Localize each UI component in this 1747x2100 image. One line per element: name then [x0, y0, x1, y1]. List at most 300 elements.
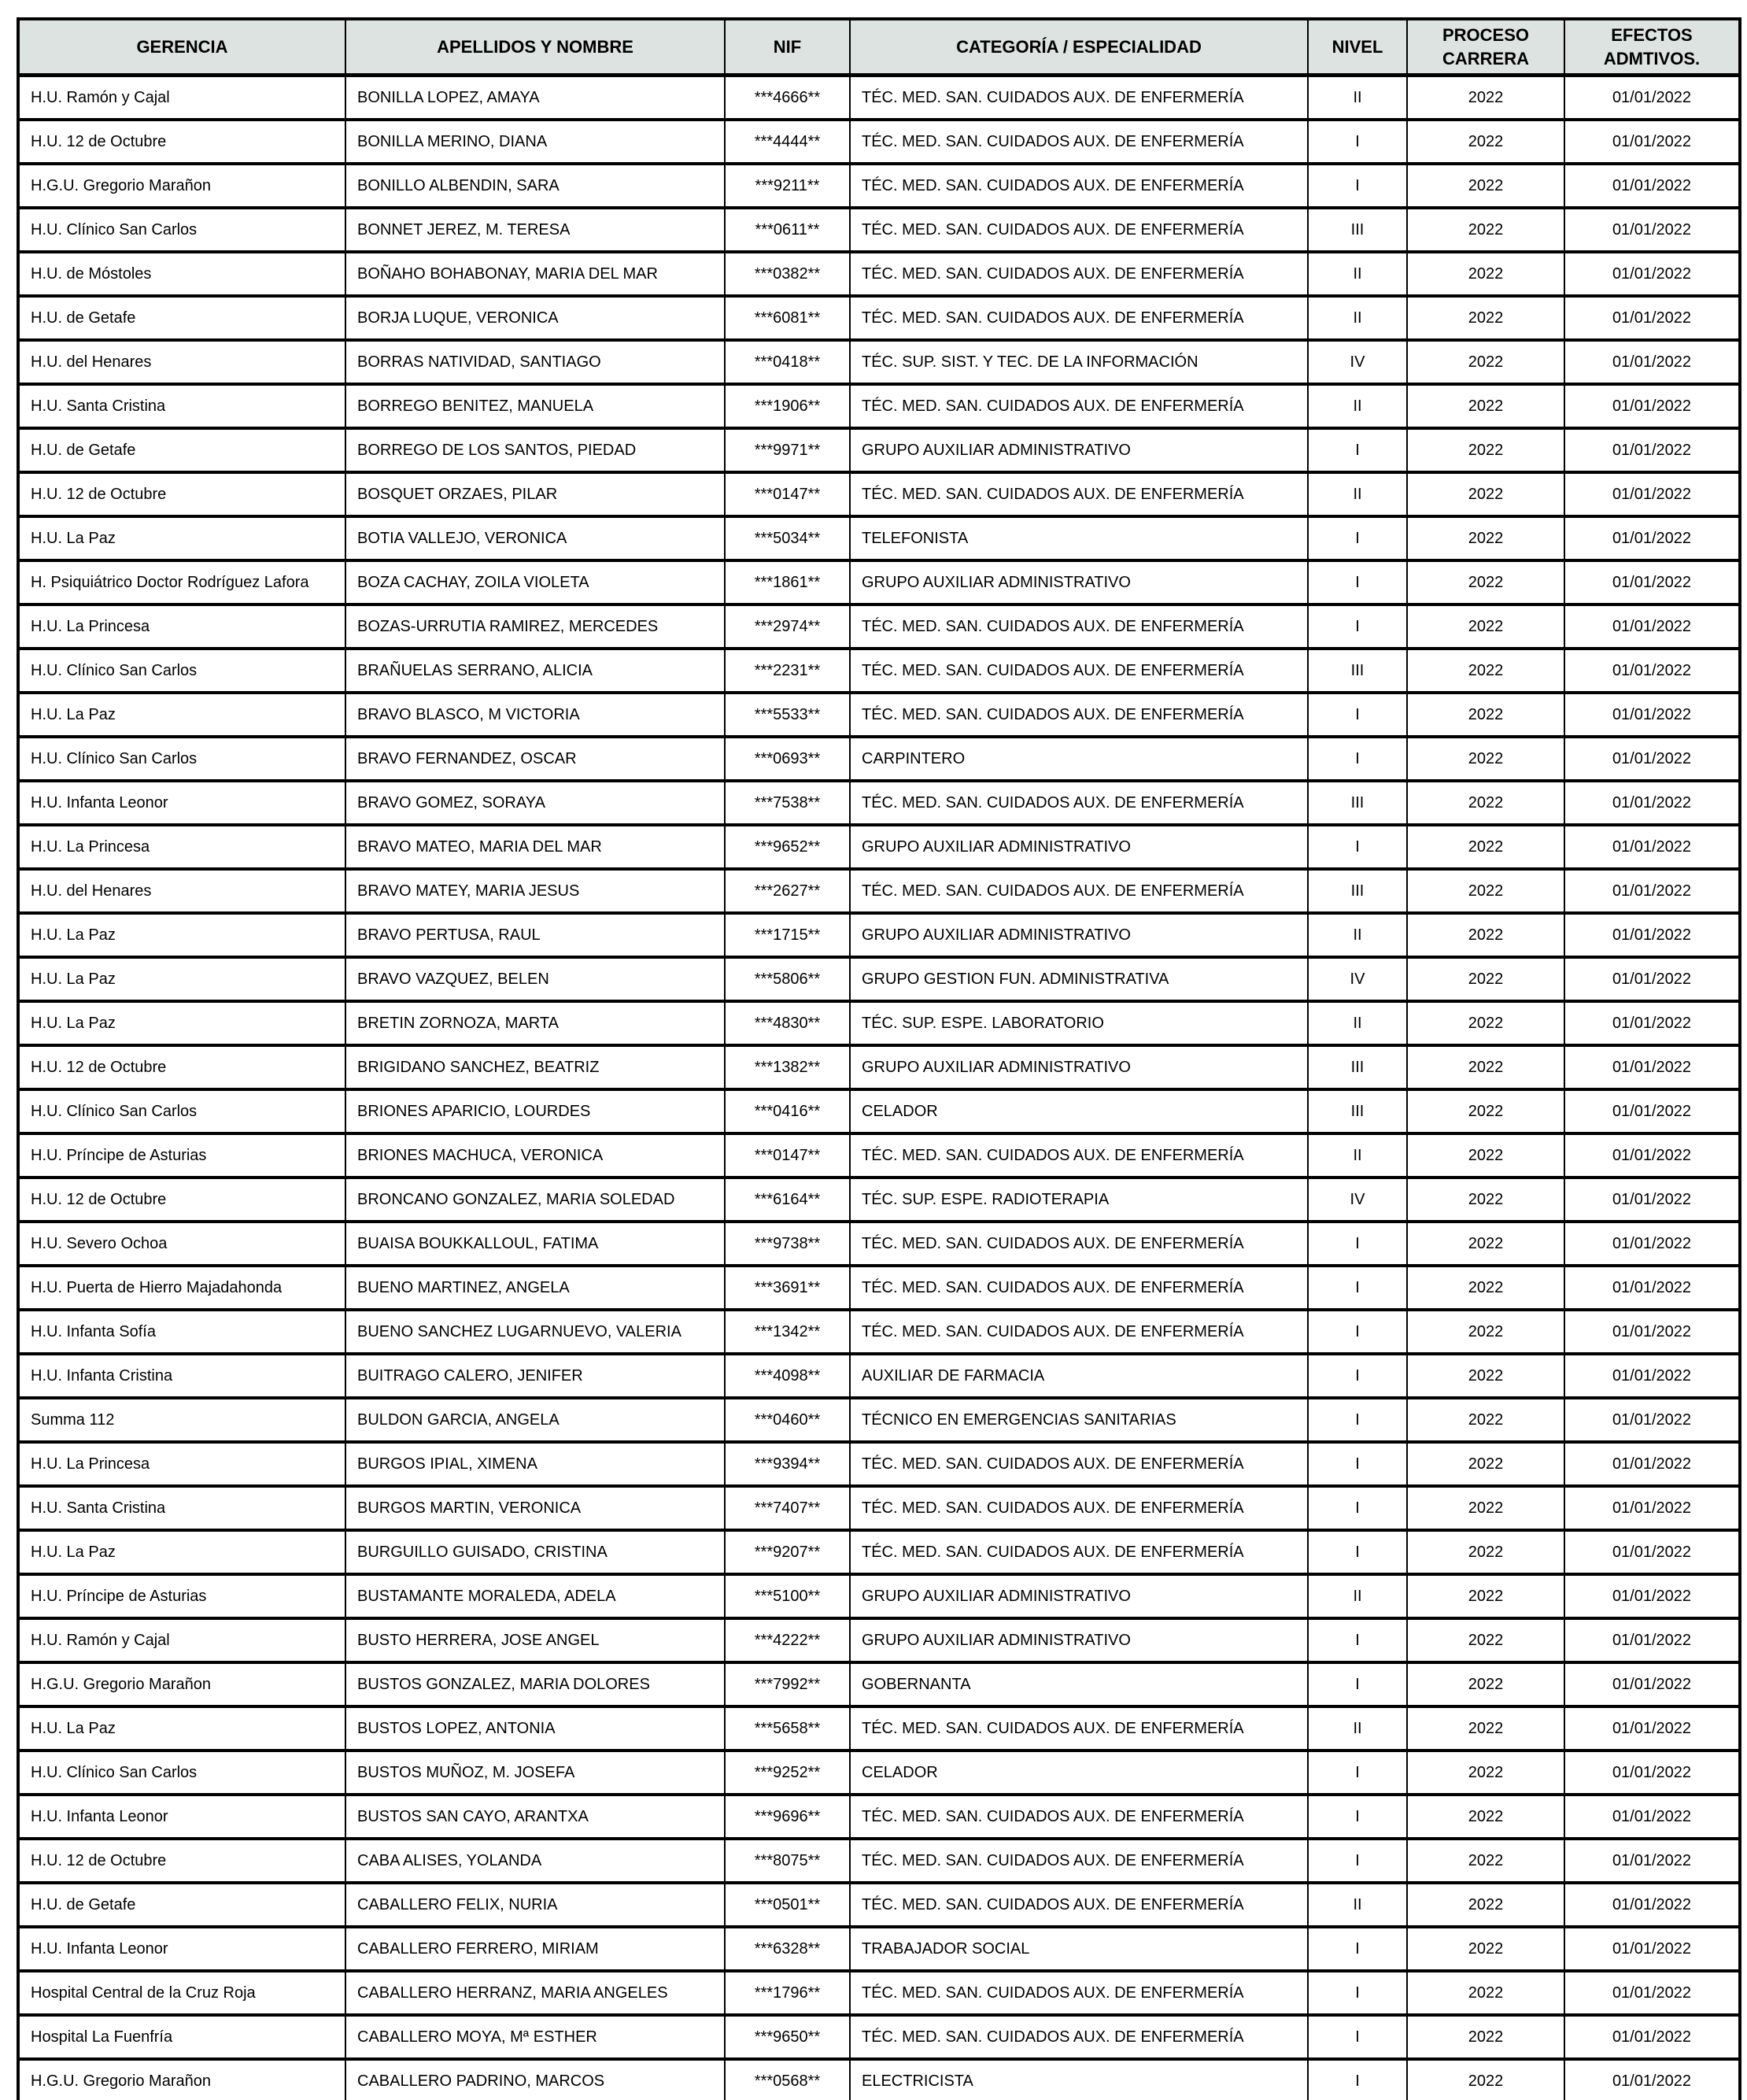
cell-categoria: AUXILIAR DE FARMACIA	[850, 1354, 1308, 1398]
table-row	[18, 1618, 1740, 1662]
cell-efectos: 01/01/2022	[1564, 737, 1740, 781]
column-header-efectos: EFECTOS ADMTIVOS.	[1564, 19, 1740, 76]
cell-nivel: IV	[1308, 957, 1407, 1001]
cell-nif: ***9652**	[725, 825, 850, 869]
cell-nivel: III	[1308, 649, 1407, 693]
cell-efectos: 01/01/2022	[1564, 913, 1740, 957]
column-header-nombre: APELLIDOS Y NOMBRE	[345, 19, 725, 76]
table-row	[18, 164, 1740, 208]
cell-nif: ***9207**	[725, 1530, 850, 1574]
cell-categoria: TÉC. MED. SAN. CUIDADOS AUX. DE ENFERMERÍA	[850, 781, 1308, 825]
cell-nombre: BOZA CACHAY, ZOILA VIOLETA	[345, 560, 725, 604]
cell-efectos: 01/01/2022	[1564, 252, 1740, 296]
cell-proceso: 2022	[1407, 1883, 1564, 1927]
cell-gerencia: H.U. Puerta de Hierro Majadahonda	[18, 1266, 345, 1310]
cell-proceso: 2022	[1407, 957, 1564, 1001]
cell-nivel: I	[1308, 1927, 1407, 1971]
cell-efectos: 01/01/2022	[1564, 825, 1740, 869]
cell-gerencia: H.U. 12 de Octubre	[18, 1839, 345, 1883]
cell-nif: ***7407**	[725, 1486, 850, 1530]
cell-gerencia: H.U. La Paz	[18, 1001, 345, 1045]
cell-nivel: I	[1308, 516, 1407, 560]
cell-categoria: GRUPO GESTION FUN. ADMINISTRATIVA	[850, 957, 1308, 1001]
column-header-nif: NIF	[725, 19, 850, 76]
cell-categoria: TÉC. MED. SAN. CUIDADOS AUX. DE ENFERMERÍA	[850, 296, 1308, 340]
cell-proceso: 2022	[1407, 1178, 1564, 1222]
cell-efectos: 01/01/2022	[1564, 1618, 1740, 1662]
table-row	[18, 1266, 1740, 1310]
cell-gerencia: H.U. 12 de Octubre	[18, 120, 345, 164]
cell-efectos: 01/01/2022	[1564, 781, 1740, 825]
cell-nif: ***1342**	[725, 1310, 850, 1354]
cell-nivel: II	[1308, 1706, 1407, 1751]
table-row	[18, 296, 1740, 340]
cell-nombre: BOÑAHO BOHABONAY, MARIA DEL MAR	[345, 252, 725, 296]
cell-nombre: BONILLA MERINO, DIANA	[345, 120, 725, 164]
table-row	[18, 2015, 1740, 2059]
cell-nif: ***2974**	[725, 604, 850, 649]
cell-proceso: 2022	[1407, 693, 1564, 737]
cell-categoria: TÉC. MED. SAN. CUIDADOS AUX. DE ENFERMERÍA	[850, 1883, 1308, 1927]
cell-efectos: 01/01/2022	[1564, 428, 1740, 472]
cell-nombre: CABALLERO FERRERO, MIRIAM	[345, 1927, 725, 1971]
cell-nif: ***1715**	[725, 913, 850, 957]
cell-nombre: BUSTAMANTE MORALEDA, ADELA	[345, 1574, 725, 1618]
cell-proceso: 2022	[1407, 781, 1564, 825]
cell-nombre: BOTIA VALLEJO, VERONICA	[345, 516, 725, 560]
cell-nombre: CABALLERO FELIX, NURIA	[345, 1883, 725, 1927]
cell-nombre: BRAVO MATEY, MARIA JESUS	[345, 869, 725, 913]
table-row	[18, 1839, 1740, 1883]
cell-nivel: I	[1308, 2059, 1407, 2100]
header-row	[18, 19, 1740, 76]
cell-nombre: BUSTOS SAN CAYO, ARANTXA	[345, 1795, 725, 1839]
table-row	[18, 1310, 1740, 1354]
table-header	[18, 19, 1740, 76]
table-row	[18, 560, 1740, 604]
cell-proceso: 2022	[1407, 869, 1564, 913]
cell-gerencia: H.U. La Paz	[18, 1706, 345, 1751]
table-row	[18, 781, 1740, 825]
cell-categoria: TÉCNICO EN EMERGENCIAS SANITARIAS	[850, 1398, 1308, 1442]
cell-nombre: BUSTOS GONZALEZ, MARIA DOLORES	[345, 1662, 725, 1706]
cell-efectos: 01/01/2022	[1564, 1530, 1740, 1574]
cell-nombre: BRETIN ZORNOZA, MARTA	[345, 1001, 725, 1045]
cell-gerencia: H.U. La Princesa	[18, 825, 345, 869]
cell-categoria: TÉC. MED. SAN. CUIDADOS AUX. DE ENFERMERÍA	[850, 76, 1308, 120]
cell-gerencia: H.U. Infanta Leonor	[18, 781, 345, 825]
cell-proceso: 2022	[1407, 737, 1564, 781]
cell-efectos: 01/01/2022	[1564, 1398, 1740, 1442]
cell-proceso: 2022	[1407, 1001, 1564, 1045]
cell-nif: ***0382**	[725, 252, 850, 296]
cell-nombre: BURGOS IPIAL, XIMENA	[345, 1442, 725, 1486]
cell-efectos: 01/01/2022	[1564, 869, 1740, 913]
cell-proceso: 2022	[1407, 1045, 1564, 1089]
cell-gerencia: H.U. Ramón y Cajal	[18, 1618, 345, 1662]
column-header-gerencia: GERENCIA	[18, 19, 345, 76]
table-row	[18, 340, 1740, 384]
cell-categoria: TÉC. MED. SAN. CUIDADOS AUX. DE ENFERMERÍA	[850, 164, 1308, 208]
cell-efectos: 01/01/2022	[1564, 1883, 1740, 1927]
cell-nif: ***3691**	[725, 1266, 850, 1310]
cell-gerencia: H.U. Clínico San Carlos	[18, 649, 345, 693]
cell-categoria: TÉC. SUP. ESPE. LABORATORIO	[850, 1001, 1308, 1045]
cell-proceso: 2022	[1407, 208, 1564, 252]
cell-proceso: 2022	[1407, 384, 1564, 428]
cell-nif: ***2231**	[725, 649, 850, 693]
cell-categoria: CELADOR	[850, 1751, 1308, 1795]
cell-nivel: I	[1308, 1266, 1407, 1310]
cell-nivel: II	[1308, 384, 1407, 428]
cell-categoria: CARPINTERO	[850, 737, 1308, 781]
cell-gerencia: H.U. Santa Cristina	[18, 384, 345, 428]
cell-nif: ***9650**	[725, 2015, 850, 2059]
cell-nivel: I	[1308, 1310, 1407, 1354]
cell-nombre: BRONCANO GONZALEZ, MARIA SOLEDAD	[345, 1178, 725, 1222]
cell-gerencia: H.U. de Getafe	[18, 1883, 345, 1927]
table-row	[18, 252, 1740, 296]
cell-efectos: 01/01/2022	[1564, 1971, 1740, 2015]
cell-proceso: 2022	[1407, 1354, 1564, 1398]
cell-categoria: TÉC. SUP. SIST. Y TEC. DE LA INFORMACIÓN	[850, 340, 1308, 384]
cell-gerencia: H.G.U. Gregorio Marañon	[18, 164, 345, 208]
cell-categoria: TÉC. MED. SAN. CUIDADOS AUX. DE ENFERMERÍA	[850, 252, 1308, 296]
table-row	[18, 472, 1740, 516]
cell-categoria: CELADOR	[850, 1089, 1308, 1133]
cell-nif: ***6081**	[725, 296, 850, 340]
cell-efectos: 01/01/2022	[1564, 1574, 1740, 1618]
cell-gerencia: H.U. del Henares	[18, 340, 345, 384]
column-header-nivel: NIVEL	[1308, 19, 1407, 76]
cell-nombre: BRAVO VAZQUEZ, BELEN	[345, 957, 725, 1001]
cell-nombre: BUAISA BOUKKALLOUL, FATIMA	[345, 1222, 725, 1266]
cell-nombre: BURGUILLO GUISADO, CRISTINA	[345, 1530, 725, 1574]
cell-proceso: 2022	[1407, 649, 1564, 693]
cell-proceso: 2022	[1407, 252, 1564, 296]
cell-categoria: TÉC. MED. SAN. CUIDADOS AUX. DE ENFERMERÍA	[850, 1133, 1308, 1178]
cell-gerencia: H.U. Infanta Leonor	[18, 1927, 345, 1971]
table-row	[18, 957, 1740, 1001]
cell-nombre: BRAVO MATEO, MARIA DEL MAR	[345, 825, 725, 869]
cell-efectos: 01/01/2022	[1564, 1927, 1740, 1971]
cell-efectos: 01/01/2022	[1564, 2059, 1740, 2100]
cell-efectos: 01/01/2022	[1564, 1222, 1740, 1266]
table-row	[18, 1354, 1740, 1398]
cell-nif: ***9738**	[725, 1222, 850, 1266]
cell-categoria: TÉC. MED. SAN. CUIDADOS AUX. DE ENFERMERÍA	[850, 693, 1308, 737]
cell-proceso: 2022	[1407, 1486, 1564, 1530]
cell-proceso: 2022	[1407, 1574, 1564, 1618]
cell-nivel: I	[1308, 1486, 1407, 1530]
cell-nif: ***4830**	[725, 1001, 850, 1045]
cell-nif: ***2627**	[725, 869, 850, 913]
cell-nivel: II	[1308, 913, 1407, 957]
cell-nivel: II	[1308, 1883, 1407, 1927]
table-row	[18, 1486, 1740, 1530]
cell-nombre: BUSTOS MUÑOZ, M. JOSEFA	[345, 1751, 725, 1795]
cell-efectos: 01/01/2022	[1564, 2015, 1740, 2059]
cell-nif: ***5100**	[725, 1574, 850, 1618]
cell-proceso: 2022	[1407, 1089, 1564, 1133]
cell-nif: ***0418**	[725, 340, 850, 384]
cell-efectos: 01/01/2022	[1564, 957, 1740, 1001]
cell-nivel: I	[1308, 164, 1407, 208]
cell-nombre: BRIONES APARICIO, LOURDES	[345, 1089, 725, 1133]
cell-nivel: I	[1308, 737, 1407, 781]
table-row	[18, 384, 1740, 428]
cell-nivel: I	[1308, 1839, 1407, 1883]
cell-categoria: TÉC. MED. SAN. CUIDADOS AUX. DE ENFERMERÍA	[850, 120, 1308, 164]
table-row	[18, 76, 1740, 120]
cell-nivel: II	[1308, 76, 1407, 120]
cell-categoria: TELEFONISTA	[850, 516, 1308, 560]
cell-gerencia: H.U. Clínico San Carlos	[18, 1089, 345, 1133]
cell-categoria: TÉC. MED. SAN. CUIDADOS AUX. DE ENFERMERÍA	[850, 1530, 1308, 1574]
cell-nif: ***0568**	[725, 2059, 850, 2100]
cell-efectos: 01/01/2022	[1564, 1795, 1740, 1839]
cell-nivel: I	[1308, 825, 1407, 869]
cell-proceso: 2022	[1407, 1662, 1564, 1706]
table-row	[18, 1883, 1740, 1927]
cell-nivel: II	[1308, 1574, 1407, 1618]
cell-gerencia: H.U. Santa Cristina	[18, 1486, 345, 1530]
cell-gerencia: H.U. Infanta Cristina	[18, 1354, 345, 1398]
cell-nivel: III	[1308, 781, 1407, 825]
cell-efectos: 01/01/2022	[1564, 604, 1740, 649]
cell-categoria: TÉC. MED. SAN. CUIDADOS AUX. DE ENFERMERÍA	[850, 1795, 1308, 1839]
cell-nombre: BRAVO BLASCO, M VICTORIA	[345, 693, 725, 737]
cell-gerencia: H.U. Príncipe de Asturias	[18, 1133, 345, 1178]
table-body	[18, 76, 1740, 2100]
cell-categoria: TÉC. MED. SAN. CUIDADOS AUX. DE ENFERMERÍA	[850, 1442, 1308, 1486]
cell-nombre: BUSTOS LOPEZ, ANTONIA	[345, 1706, 725, 1751]
cell-categoria: TÉC. MED. SAN. CUIDADOS AUX. DE ENFERMERÍA	[850, 604, 1308, 649]
cell-nombre: BULDON GARCIA, ANGELA	[345, 1398, 725, 1442]
table-row	[18, 869, 1740, 913]
cell-proceso: 2022	[1407, 472, 1564, 516]
table-row	[18, 1751, 1740, 1795]
cell-categoria: GRUPO AUXILIAR ADMINISTRATIVO	[850, 1574, 1308, 1618]
cell-efectos: 01/01/2022	[1564, 1178, 1740, 1222]
cell-gerencia: Hospital La Fuenfría	[18, 2015, 345, 2059]
table-row	[18, 516, 1740, 560]
cell-nombre: BORREGO DE LOS SANTOS, PIEDAD	[345, 428, 725, 472]
cell-nombre: BRAVO GOMEZ, SORAYA	[345, 781, 725, 825]
cell-proceso: 2022	[1407, 1971, 1564, 2015]
cell-efectos: 01/01/2022	[1564, 1751, 1740, 1795]
cell-nif: ***5533**	[725, 693, 850, 737]
cell-nivel: I	[1308, 120, 1407, 164]
cell-nif: ***4222**	[725, 1618, 850, 1662]
cell-nivel: I	[1308, 1971, 1407, 2015]
cell-nif: ***4666**	[725, 76, 850, 120]
cell-nivel: I	[1308, 1442, 1407, 1486]
cell-efectos: 01/01/2022	[1564, 1706, 1740, 1751]
table-row	[18, 1001, 1740, 1045]
cell-nivel: I	[1308, 428, 1407, 472]
cell-categoria: TÉC. MED. SAN. CUIDADOS AUX. DE ENFERMERÍA	[850, 649, 1308, 693]
cell-gerencia: H.U. La Paz	[18, 957, 345, 1001]
cell-efectos: 01/01/2022	[1564, 1001, 1740, 1045]
cell-efectos: 01/01/2022	[1564, 1442, 1740, 1486]
cell-nif: ***0460**	[725, 1398, 850, 1442]
cell-efectos: 01/01/2022	[1564, 693, 1740, 737]
cell-nivel: I	[1308, 1354, 1407, 1398]
cell-gerencia: H.U. La Paz	[18, 913, 345, 957]
table-row	[18, 825, 1740, 869]
table-row	[18, 913, 1740, 957]
cell-proceso: 2022	[1407, 516, 1564, 560]
cell-proceso: 2022	[1407, 120, 1564, 164]
cell-gerencia: H.G.U. Gregorio Marañon	[18, 1662, 345, 1706]
cell-nombre: BRIONES MACHUCA, VERONICA	[345, 1133, 725, 1178]
cell-gerencia: H.U. del Henares	[18, 869, 345, 913]
cell-nombre: BUITRAGO CALERO, JENIFER	[345, 1354, 725, 1398]
cell-proceso: 2022	[1407, 1751, 1564, 1795]
cell-nif: ***1906**	[725, 384, 850, 428]
cell-gerencia: H.U. de Getafe	[18, 296, 345, 340]
cell-efectos: 01/01/2022	[1564, 472, 1740, 516]
table-row	[18, 1706, 1740, 1751]
cell-categoria: TÉC. MED. SAN. CUIDADOS AUX. DE ENFERMERÍA	[850, 1706, 1308, 1751]
cell-nivel: I	[1308, 604, 1407, 649]
cell-nivel: II	[1308, 1001, 1407, 1045]
cell-nombre: BORRAS NATIVIDAD, SANTIAGO	[345, 340, 725, 384]
cell-nif: ***7992**	[725, 1662, 850, 1706]
cell-efectos: 01/01/2022	[1564, 1133, 1740, 1178]
cell-nif: ***1861**	[725, 560, 850, 604]
cell-nombre: BOZAS-URRUTIA RAMIREZ, MERCEDES	[345, 604, 725, 649]
table-row	[18, 120, 1740, 164]
cell-gerencia: H.U. Infanta Leonor	[18, 1795, 345, 1839]
cell-nif: ***1382**	[725, 1045, 850, 1089]
cell-proceso: 2022	[1407, 1530, 1564, 1574]
cell-gerencia: H.U. 12 de Octubre	[18, 1178, 345, 1222]
cell-nombre: BUENO MARTINEZ, ANGELA	[345, 1266, 725, 1310]
table-row	[18, 649, 1740, 693]
cell-categoria: TÉC. MED. SAN. CUIDADOS AUX. DE ENFERMERÍA	[850, 1839, 1308, 1883]
cell-nif: ***5806**	[725, 957, 850, 1001]
table-row	[18, 1222, 1740, 1266]
cell-nif: ***1796**	[725, 1971, 850, 2015]
cell-nif: ***9252**	[725, 1751, 850, 1795]
cell-proceso: 2022	[1407, 1310, 1564, 1354]
cell-nif: ***9696**	[725, 1795, 850, 1839]
cell-efectos: 01/01/2022	[1564, 1089, 1740, 1133]
table-row	[18, 604, 1740, 649]
cell-gerencia: H.U. Infanta Sofía	[18, 1310, 345, 1354]
cell-proceso: 2022	[1407, 2059, 1564, 2100]
cell-nif: ***9211**	[725, 164, 850, 208]
cell-nif: ***6328**	[725, 1927, 850, 1971]
cell-nivel: I	[1308, 2015, 1407, 2059]
cell-nif: ***5034**	[725, 516, 850, 560]
cell-nivel: I	[1308, 1795, 1407, 1839]
cell-categoria: GRUPO AUXILIAR ADMINISTRATIVO	[850, 825, 1308, 869]
cell-proceso: 2022	[1407, 1398, 1564, 1442]
table-row	[18, 1398, 1740, 1442]
cell-nivel: I	[1308, 1530, 1407, 1574]
cell-categoria: GRUPO AUXILIAR ADMINISTRATIVO	[850, 560, 1308, 604]
cell-gerencia: H.U. La Paz	[18, 1530, 345, 1574]
cell-gerencia: H. Psiquiátrico Doctor Rodríguez Lafora	[18, 560, 345, 604]
cell-categoria: TÉC. MED. SAN. CUIDADOS AUX. DE ENFERMERÍA	[850, 384, 1308, 428]
cell-proceso: 2022	[1407, 1618, 1564, 1662]
cell-proceso: 2022	[1407, 1795, 1564, 1839]
cell-nivel: III	[1308, 869, 1407, 913]
cell-nif: ***7538**	[725, 781, 850, 825]
cell-categoria: TÉC. MED. SAN. CUIDADOS AUX. DE ENFERMERÍA	[850, 472, 1308, 516]
cell-nivel: I	[1308, 693, 1407, 737]
cell-nombre: BUENO SANCHEZ LUGARNUEVO, VALERIA	[345, 1310, 725, 1354]
cell-efectos: 01/01/2022	[1564, 516, 1740, 560]
cell-nivel: I	[1308, 1618, 1407, 1662]
cell-nombre: BRAVO FERNANDEZ, OSCAR	[345, 737, 725, 781]
cell-efectos: 01/01/2022	[1564, 649, 1740, 693]
cell-nif: ***0147**	[725, 1133, 850, 1178]
cell-proceso: 2022	[1407, 296, 1564, 340]
cell-nombre: BONILLO ALBENDIN, SARA	[345, 164, 725, 208]
cell-nif: ***0416**	[725, 1089, 850, 1133]
cell-categoria: TÉC. MED. SAN. CUIDADOS AUX. DE ENFERMERÍA	[850, 2015, 1308, 2059]
table-row	[18, 1045, 1740, 1089]
table-row	[18, 1971, 1740, 2015]
cell-gerencia: H.U. La Princesa	[18, 604, 345, 649]
cell-categoria: GOBERNANTA	[850, 1662, 1308, 1706]
column-header-categoria: CATEGORÍA / ESPECIALIDAD	[850, 19, 1308, 76]
cell-nivel: I	[1308, 1662, 1407, 1706]
cell-nombre: BURGOS MARTIN, VERONICA	[345, 1486, 725, 1530]
cell-efectos: 01/01/2022	[1564, 1486, 1740, 1530]
cell-gerencia: H.U. La Paz	[18, 693, 345, 737]
cell-nombre: CABALLERO HERRANZ, MARIA ANGELES	[345, 1971, 725, 2015]
cell-gerencia: H.U. La Princesa	[18, 1442, 345, 1486]
cell-nif: ***0501**	[725, 1883, 850, 1927]
cell-efectos: 01/01/2022	[1564, 1310, 1740, 1354]
cell-efectos: 01/01/2022	[1564, 560, 1740, 604]
cell-proceso: 2022	[1407, 1133, 1564, 1178]
cell-nivel: I	[1308, 1222, 1407, 1266]
cell-nif: ***4098**	[725, 1354, 850, 1398]
cell-efectos: 01/01/2022	[1564, 340, 1740, 384]
cell-nivel: III	[1308, 208, 1407, 252]
cell-nivel: I	[1308, 1751, 1407, 1795]
cell-nif: ***0693**	[725, 737, 850, 781]
cell-nif: ***9394**	[725, 1442, 850, 1486]
cell-gerencia: H.U. 12 de Octubre	[18, 472, 345, 516]
cell-nombre: BRIGIDANO SANCHEZ, BEATRIZ	[345, 1045, 725, 1089]
cell-nombre: BONILLA LOPEZ, AMAYA	[345, 76, 725, 120]
cell-proceso: 2022	[1407, 1706, 1564, 1751]
cell-efectos: 01/01/2022	[1564, 76, 1740, 120]
table-row	[18, 1574, 1740, 1618]
cell-efectos: 01/01/2022	[1564, 384, 1740, 428]
cell-gerencia: H.U. 12 de Octubre	[18, 1045, 345, 1089]
cell-categoria: TÉC. MED. SAN. CUIDADOS AUX. DE ENFERMERÍA	[850, 1310, 1308, 1354]
cell-categoria: TÉC. MED. SAN. CUIDADOS AUX. DE ENFERMERÍA	[850, 1486, 1308, 1530]
cell-gerencia: H.U. Clínico San Carlos	[18, 737, 345, 781]
cell-efectos: 01/01/2022	[1564, 164, 1740, 208]
cell-gerencia: H.U. Ramón y Cajal	[18, 76, 345, 120]
cell-efectos: 01/01/2022	[1564, 1266, 1740, 1310]
cell-gerencia: Summa 112	[18, 1398, 345, 1442]
cell-gerencia: Hospital Central de la Cruz Roja	[18, 1971, 345, 2015]
cell-proceso: 2022	[1407, 1442, 1564, 1486]
cell-nif: ***6164**	[725, 1178, 850, 1222]
cell-nombre: CABA ALISES, YOLANDA	[345, 1839, 725, 1883]
table-row	[18, 1442, 1740, 1486]
